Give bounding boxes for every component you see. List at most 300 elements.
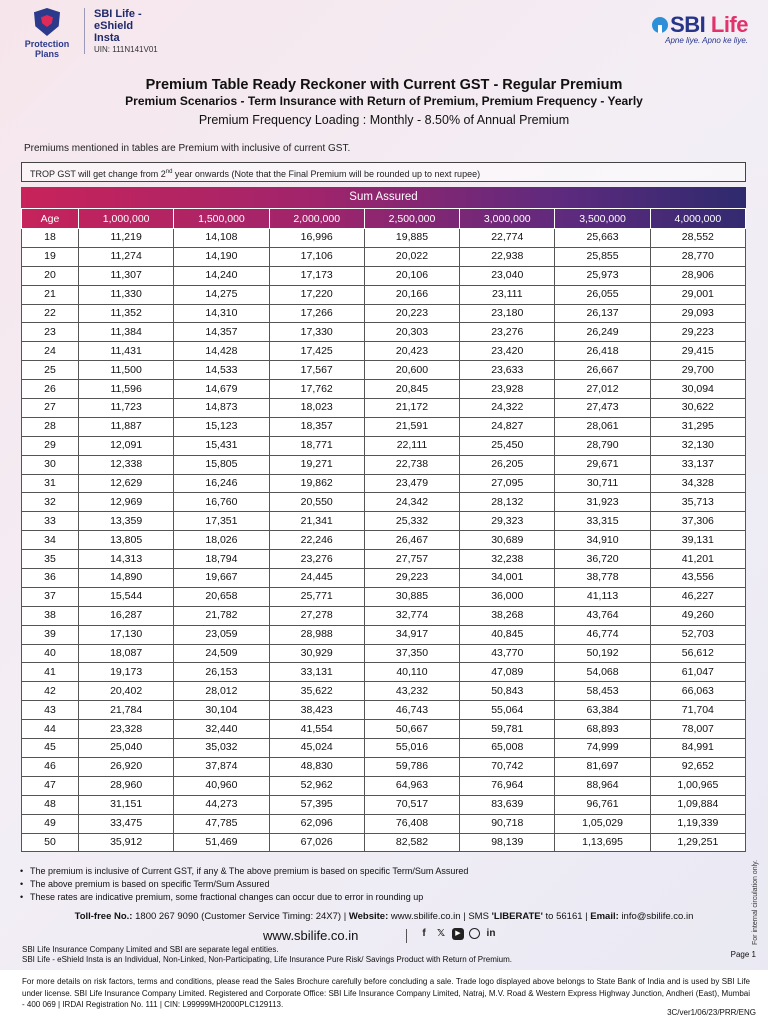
age-cell: 37 [22, 587, 79, 606]
table-row [22, 436, 746, 455]
table-row [22, 361, 746, 380]
premium-cell: 23,040 [460, 266, 555, 285]
table-row [22, 531, 746, 550]
social-links [418, 928, 497, 940]
premium-cell: 17,130 [79, 625, 174, 644]
premium-cell: 17,762 [269, 380, 364, 399]
legal-line-1: SBI Life Insurance Company Limited and SBI are separate legal entities. [22, 945, 279, 954]
contact-line [0, 911, 768, 922]
premium-cell: 11,887 [79, 417, 174, 436]
premium-cell: 28,552 [650, 229, 745, 248]
premium-cell: 14,357 [174, 323, 269, 342]
premium-cell: 22,111 [364, 436, 459, 455]
premium-cell: 18,026 [174, 531, 269, 550]
table-row [22, 417, 746, 436]
premium-cell: 33,137 [650, 455, 745, 474]
premium-cell: 22,246 [269, 531, 364, 550]
age-cell: 33 [22, 512, 79, 531]
premium-cell: 24,342 [364, 493, 459, 512]
age-cell: 20 [22, 266, 79, 285]
premium-cell: 25,332 [364, 512, 459, 531]
premium-cell: 14,890 [79, 569, 174, 588]
age-cell: 29 [22, 436, 79, 455]
premium-cell: 26,667 [555, 361, 650, 380]
premium-cell: 11,723 [79, 399, 174, 418]
premium-cell: 40,960 [174, 776, 269, 795]
age-cell: 47 [22, 776, 79, 795]
premium-cell: 64,963 [364, 776, 459, 795]
premium-cell: 59,786 [364, 757, 459, 776]
premium-cell: 57,395 [269, 795, 364, 814]
premium-cell: 29,671 [555, 455, 650, 474]
bullet-item: • The above premium is based on specific Term/Sum Assured [20, 878, 468, 891]
header-divider [84, 8, 85, 54]
table-row [22, 587, 746, 606]
premium-cell: 71,704 [650, 701, 745, 720]
premium-cell: 20,658 [174, 587, 269, 606]
age-cell: 30 [22, 455, 79, 474]
premium-cell: 18,087 [79, 644, 174, 663]
premium-cell: 11,384 [79, 323, 174, 342]
premium-cell: 52,962 [269, 776, 364, 795]
premium-cell: 32,774 [364, 606, 459, 625]
age-cell: 26 [22, 380, 79, 399]
legal-line-2: SBI Life - eShield Insta is an Individual, Non-Linked, Non-Participating, Life Insurance Pure Risk/ Savings Product with Return of Premium. [22, 955, 513, 964]
premium-cell: 30,689 [460, 531, 555, 550]
premium-cell: 26,920 [79, 757, 174, 776]
sum-assured-column-header: 4,000,000 [650, 209, 745, 229]
premium-cell: 1,29,251 [650, 833, 745, 852]
premium-cell: 28,960 [79, 776, 174, 795]
premium-cell: 15,431 [174, 436, 269, 455]
premium-cell: 65,008 [460, 739, 555, 758]
premium-cell: 29,223 [650, 323, 745, 342]
age-cell: 22 [22, 304, 79, 323]
premium-cell: 33,475 [79, 814, 174, 833]
premium-cell: 11,330 [79, 285, 174, 304]
premium-cell: 81,697 [555, 757, 650, 776]
premium-cell: 23,059 [174, 625, 269, 644]
premium-cell: 24,827 [460, 417, 555, 436]
premium-cell: 12,091 [79, 436, 174, 455]
premium-cell: 22,774 [460, 229, 555, 248]
youtube-icon[interactable]: ▶ [452, 928, 464, 940]
premium-cell: 31,151 [79, 795, 174, 814]
shield-icon [34, 8, 60, 36]
premium-cell: 70,517 [364, 795, 459, 814]
table-row [22, 455, 746, 474]
instagram-icon[interactable] [469, 928, 480, 939]
premium-cell: 23,328 [79, 720, 174, 739]
premium-cell: 78,007 [650, 720, 745, 739]
age-cell: 46 [22, 757, 79, 776]
age-cell: 21 [22, 285, 79, 304]
premium-cell: 46,774 [555, 625, 650, 644]
premium-cell: 76,408 [364, 814, 459, 833]
table-body [22, 229, 746, 852]
premium-cell: 20,303 [364, 323, 459, 342]
premium-cell: 62,096 [269, 814, 364, 833]
premium-cell: 27,095 [460, 474, 555, 493]
premium-cell: 11,596 [79, 380, 174, 399]
premium-cell: 29,415 [650, 342, 745, 361]
premium-cell: 41,113 [555, 587, 650, 606]
premium-cell: 25,040 [79, 739, 174, 758]
premium-cell: 25,855 [555, 247, 650, 266]
premium-cell: 50,667 [364, 720, 459, 739]
premium-cell: 19,862 [269, 474, 364, 493]
premium-cell: 35,713 [650, 493, 745, 512]
linkedin-icon[interactable]: in [486, 928, 496, 939]
premium-cell: 17,425 [269, 342, 364, 361]
premium-cell: 28,790 [555, 436, 650, 455]
premium-cell: 26,205 [460, 455, 555, 474]
table-row [22, 776, 746, 795]
premium-cell: 20,402 [79, 682, 174, 701]
premium-cell: 43,770 [460, 644, 555, 663]
premium-cell: 15,123 [174, 417, 269, 436]
premium-cell: 20,845 [364, 380, 459, 399]
age-cell: 38 [22, 606, 79, 625]
premium-cell: 14,275 [174, 285, 269, 304]
premium-cell: 36,720 [555, 550, 650, 569]
premium-cell: 28,906 [650, 266, 745, 285]
premium-cell: 88,964 [555, 776, 650, 795]
premium-cell: 14,190 [174, 247, 269, 266]
premium-cell: 21,784 [79, 701, 174, 720]
premium-cell: 17,351 [174, 512, 269, 531]
premium-cell: 24,445 [269, 569, 364, 588]
premium-cell: 17,567 [269, 361, 364, 380]
premium-cell: 37,306 [650, 512, 745, 531]
page-number: Page 1 [730, 950, 756, 959]
premium-cell: 40,845 [460, 625, 555, 644]
premium-cell: 28,132 [460, 493, 555, 512]
premium-cell: 17,266 [269, 304, 364, 323]
premium-cell: 41,554 [269, 720, 364, 739]
bullet-item: • These rates are indicative premium, some fractional changes can occur due to error in rounding up [20, 891, 468, 904]
premium-cell: 14,240 [174, 266, 269, 285]
premium-cell: 43,232 [364, 682, 459, 701]
premium-cell: 16,760 [174, 493, 269, 512]
email-value[interactable]: info@sbilife.co.in [618, 911, 694, 922]
premium-cell: 39,131 [650, 531, 745, 550]
premium-cell: 90,718 [460, 814, 555, 833]
premium-cell: 34,910 [555, 531, 650, 550]
premium-cell: 16,996 [269, 229, 364, 248]
premium-cell: 46,743 [364, 701, 459, 720]
premium-cell: 23,180 [460, 304, 555, 323]
table-header-row [22, 209, 746, 229]
premium-cell: 24,509 [174, 644, 269, 663]
brand-sbi: SBI [670, 12, 706, 37]
premium-cell: 19,173 [79, 663, 174, 682]
premium-cell: 23,633 [460, 361, 555, 380]
premium-cell: 56,612 [650, 644, 745, 663]
age-cell: 50 [22, 833, 79, 852]
table-row [22, 304, 746, 323]
premium-cell: 51,469 [174, 833, 269, 852]
tollfree-value: 1800 267 9090 (Customer Service Timing: 24X7) | [132, 911, 349, 922]
premium-cell: 32,238 [460, 550, 555, 569]
premium-cell: 16,246 [174, 474, 269, 493]
premium-cell: 21,591 [364, 417, 459, 436]
premium-cell: 38,778 [555, 569, 650, 588]
premium-cell: 18,357 [269, 417, 364, 436]
premium-cell: 30,104 [174, 701, 269, 720]
website-link[interactable]: www.sbilife.co.in [263, 928, 359, 943]
premium-cell: 29,223 [364, 569, 459, 588]
premium-cell: 82,582 [364, 833, 459, 852]
frequency-loading: Premium Frequency Loading : Monthly - 8.50% of Annual Premium [198, 113, 570, 127]
table-row [22, 285, 746, 304]
age-cell: 43 [22, 701, 79, 720]
premium-cell: 55,016 [364, 739, 459, 758]
premium-cell: 15,805 [174, 455, 269, 474]
footnote-bullets [20, 865, 468, 904]
premium-cell: 1,00,965 [650, 776, 745, 795]
premium-cell: 34,917 [364, 625, 459, 644]
age-cell: 31 [22, 474, 79, 493]
age-cell: 40 [22, 644, 79, 663]
sbi-life-logo [652, 12, 748, 45]
table-row [22, 625, 746, 644]
premium-cell: 23,276 [460, 323, 555, 342]
premium-cell: 27,012 [555, 380, 650, 399]
website-label: Website: [348, 911, 389, 922]
premium-cell: 1,19,339 [650, 814, 745, 833]
premium-cell: 41,201 [650, 550, 745, 569]
premium-cell: 22,738 [364, 455, 459, 474]
age-cell: 23 [22, 323, 79, 342]
internal-circulation-note: For internal circulation only. [752, 859, 759, 945]
premium-cell: 29,001 [650, 285, 745, 304]
badge-label: Protection Plans [24, 39, 70, 59]
premium-cell: 38,423 [269, 701, 364, 720]
premium-cell: 92,652 [650, 757, 745, 776]
premium-cell: 16,287 [79, 606, 174, 625]
premium-cell: 40,110 [364, 663, 459, 682]
premium-cell: 48,830 [269, 757, 364, 776]
age-cell: 49 [22, 814, 79, 833]
email-label: Email: [590, 911, 619, 922]
premium-cell: 66,063 [650, 682, 745, 701]
table-row [22, 795, 746, 814]
premium-cell: 54,068 [555, 663, 650, 682]
premium-cell: 27,473 [555, 399, 650, 418]
table-row [22, 814, 746, 833]
premium-cell: 84,991 [650, 739, 745, 758]
sum-assured-column-header: 3,500,000 [555, 209, 650, 229]
table-row [22, 323, 746, 342]
premium-cell: 11,274 [79, 247, 174, 266]
facebook-icon[interactable]: f [422, 928, 426, 939]
premium-cell: 30,929 [269, 644, 364, 663]
x-icon[interactable]: 𝕏 [436, 928, 446, 939]
table-row [22, 493, 746, 512]
table-row [22, 380, 746, 399]
age-cell: 48 [22, 795, 79, 814]
premium-cell: 14,108 [174, 229, 269, 248]
gst-note-sup: nd [165, 169, 173, 175]
premium-cell: 76,964 [460, 776, 555, 795]
premium-cell: 27,757 [364, 550, 459, 569]
premium-cell: 26,418 [555, 342, 650, 361]
age-cell: 27 [22, 399, 79, 418]
product-name [94, 8, 158, 56]
premium-cell: 32,440 [174, 720, 269, 739]
premium-cell: 22,938 [460, 247, 555, 266]
premium-cell: 27,278 [269, 606, 364, 625]
premium-cell: 31,923 [555, 493, 650, 512]
premium-cell: 20,600 [364, 361, 459, 380]
sum-assured-column-header: 1,000,000 [79, 209, 174, 229]
premium-cell: 18,023 [269, 399, 364, 418]
premium-cell: 13,359 [79, 512, 174, 531]
bullet-item: • The premium is inclusive of Current GST, if any & The above premium is based on specific Term/Sum Assured [20, 865, 468, 878]
premium-cell: 55,064 [460, 701, 555, 720]
premium-cell: 43,764 [555, 606, 650, 625]
sum-assured-column-header: 3,000,000 [460, 209, 555, 229]
product-line-2: eShield [94, 20, 134, 32]
premium-cell: 1,09,884 [650, 795, 745, 814]
age-cell: 25 [22, 361, 79, 380]
table-row [22, 512, 746, 531]
disclaimer-text: For more details on risk factors, terms and conditions, please read the Sales Brochure carefully before concluding a sale. Trade logo displayed above belongs to State Bank of India and is used by SBI Life under license. SBI Life Insurance Company Limited. Registered and Corporate Office: SBI Life Insurance Company Limited, Natraj, M.V. Road & Western Express Highway Junction, Andheri (East), Mumbai - 400 069 | IRDAI Registration No. 111 | CIN: L99999MH2000PLC129113. [22, 977, 750, 1009]
age-cell: 35 [22, 550, 79, 569]
premium-cell: 21,341 [269, 512, 364, 531]
premium-cell: 83,639 [460, 795, 555, 814]
premium-cell: 11,219 [79, 229, 174, 248]
premium-cell: 25,973 [555, 266, 650, 285]
premium-cell: 68,893 [555, 720, 650, 739]
premium-cell: 20,223 [364, 304, 459, 323]
sms-keyword: 'LIBERATE' [491, 911, 543, 922]
premium-cell: 17,220 [269, 285, 364, 304]
premium-cell: 33,131 [269, 663, 364, 682]
premium-cell: 63,384 [555, 701, 650, 720]
premium-cell: 25,450 [460, 436, 555, 455]
age-cell: 44 [22, 720, 79, 739]
premium-table [21, 187, 746, 852]
document-reference: 3C/ver1/06/23/PRR/ENG [667, 1008, 756, 1017]
age-cell: 32 [22, 493, 79, 512]
premium-cell: 49,260 [650, 606, 745, 625]
premium-cell: 35,622 [269, 682, 364, 701]
sms-rest: to 56161 | [542, 911, 591, 922]
table-row [22, 399, 746, 418]
premium-cell: 67,026 [269, 833, 364, 852]
premium-cell: 50,192 [555, 644, 650, 663]
premium-cell: 11,500 [79, 361, 174, 380]
table-row [22, 266, 746, 285]
premium-cell: 14,313 [79, 550, 174, 569]
premium-cell: 1,13,695 [555, 833, 650, 852]
premium-cell: 35,912 [79, 833, 174, 852]
age-cell: 34 [22, 531, 79, 550]
sum-assured-column-header: 2,500,000 [364, 209, 459, 229]
page-title: Premium Table Ready Reckoner with Current GST - Regular Premium [145, 77, 623, 93]
premium-cell: 43,556 [650, 569, 745, 588]
premium-cell: 45,024 [269, 739, 364, 758]
premium-cell: 23,276 [269, 550, 364, 569]
premium-cell: 61,047 [650, 663, 745, 682]
premium-cell: 26,467 [364, 531, 459, 550]
premium-cell: 24,322 [460, 399, 555, 418]
premium-cell: 28,770 [650, 247, 745, 266]
table-row [22, 550, 746, 569]
website-value[interactable]: www.sbilife.co.in | SMS [388, 911, 492, 922]
table-row [22, 229, 746, 248]
premium-cell: 20,550 [269, 493, 364, 512]
gst-note-a: TROP GST will get change from 2 [30, 169, 166, 179]
premium-cell: 96,761 [555, 795, 650, 814]
premium-cell: 19,271 [269, 455, 364, 474]
age-cell: 39 [22, 625, 79, 644]
premium-cell: 98,139 [460, 833, 555, 852]
premium-cell: 11,352 [79, 304, 174, 323]
premium-cell: 47,785 [174, 814, 269, 833]
tollfree-label: Toll-free No.: [74, 911, 133, 922]
premium-cell: 70,742 [460, 757, 555, 776]
age-cell: 28 [22, 417, 79, 436]
premium-cell: 59,781 [460, 720, 555, 739]
table-row [22, 833, 746, 852]
premium-cell: 32,130 [650, 436, 745, 455]
premium-cell: 18,771 [269, 436, 364, 455]
premium-cell: 12,969 [79, 493, 174, 512]
premium-cell: 25,771 [269, 587, 364, 606]
table-row [22, 757, 746, 776]
sum-assured-column-header: 2,000,000 [269, 209, 364, 229]
premium-cell: 47,089 [460, 663, 555, 682]
legal-notes [22, 945, 512, 965]
premium-cell: 26,153 [174, 663, 269, 682]
premium-cell: 50,843 [460, 682, 555, 701]
premium-cell: 17,106 [269, 247, 364, 266]
premium-cell: 28,012 [174, 682, 269, 701]
premium-cell: 14,310 [174, 304, 269, 323]
brand-life: Life [710, 12, 748, 37]
page-subtitle: Premium Scenarios - Term Insurance with Return of Premium, Premium Frequency - Yearly [125, 94, 643, 108]
premium-cell: 19,885 [364, 229, 459, 248]
premium-cell: 12,629 [79, 474, 174, 493]
premium-cell: 14,533 [174, 361, 269, 380]
premium-cell: 21,782 [174, 606, 269, 625]
gst-note-b: year onwards (Note that the Final Premium will be rounded up to next rupee) [172, 169, 481, 179]
premium-cell: 26,055 [555, 285, 650, 304]
table-row [22, 682, 746, 701]
premium-cell: 11,431 [79, 342, 174, 361]
premium-cell: 18,794 [174, 550, 269, 569]
age-cell: 36 [22, 569, 79, 588]
premium-cell: 37,350 [364, 644, 459, 663]
protection-plans-badge [18, 8, 76, 59]
premium-cell: 20,423 [364, 342, 459, 361]
premium-cell: 20,106 [364, 266, 459, 285]
age-cell: 24 [22, 342, 79, 361]
premium-cell: 52,703 [650, 625, 745, 644]
premium-cell: 33,315 [555, 512, 650, 531]
premium-cell: 15,544 [79, 587, 174, 606]
premium-cell: 26,249 [555, 323, 650, 342]
premium-cell: 21,172 [364, 399, 459, 418]
table-row [22, 474, 746, 493]
brand-tagline: Apne liye. Apno ke liye. [665, 36, 748, 45]
premium-note: Premiums mentioned in tables are Premium with inclusive of current GST. [24, 143, 351, 154]
premium-cell: 46,227 [650, 587, 745, 606]
premium-cell: 25,663 [555, 229, 650, 248]
